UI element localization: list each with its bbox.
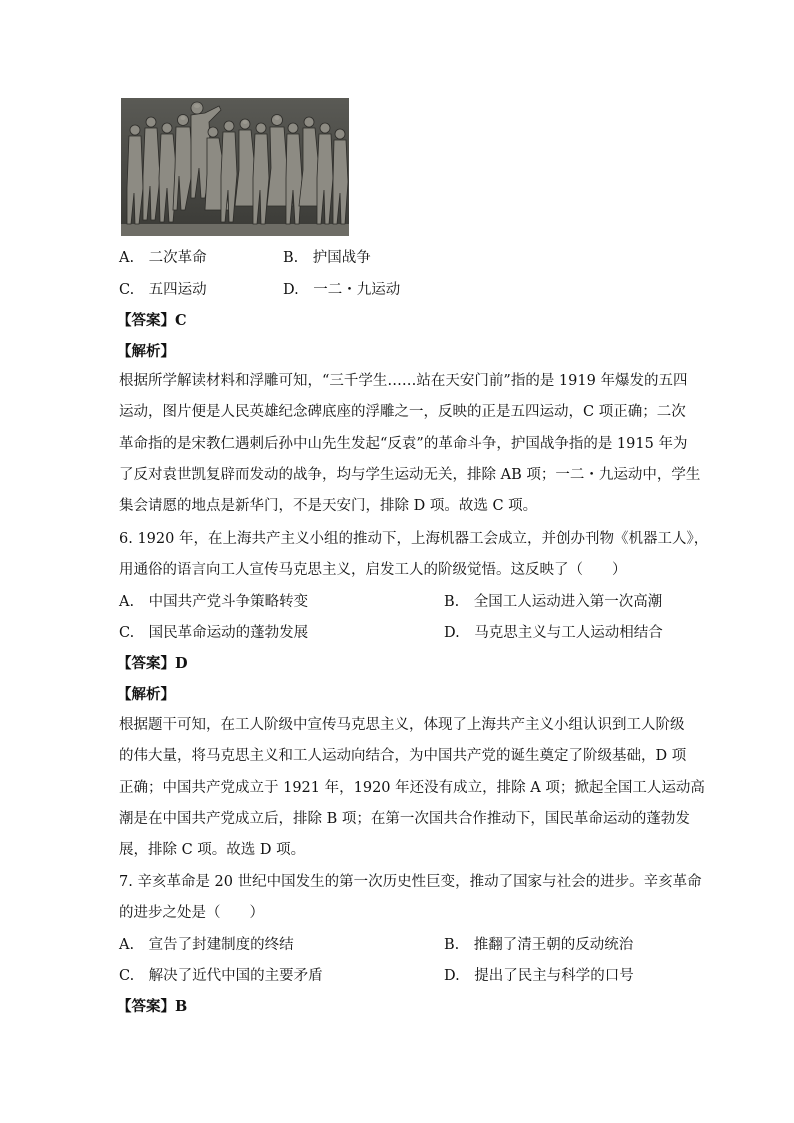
q6-analysis-label: 【解析】 [117, 686, 175, 703]
q5-option-b: B. 护国战争 [283, 250, 371, 266]
q7-option-a: A. 宣告了封建制度的终结 [119, 937, 294, 953]
q6-option-d: D. 马克思主义与工人运动相结合 [444, 625, 663, 641]
q5-analysis-line: 运动，图片便是人民英雄纪念碑底座的浮雕之一，反映的正是五四运动，C 项正确；二次 [119, 404, 686, 421]
q6-stem-line: 6. 1920 年，在上海共产主义小组的推动下，上海机器工会成立，并创办刊物《机器工人》， [119, 531, 709, 547]
q6-answer: 【答案】D [117, 655, 188, 672]
q7-stem-line: 的进步之处是（ ） [119, 905, 264, 922]
q5-analysis-line: 革命指的是宋教仁遇刺后孙中山先生发起“反袁”的革命斗争，护国战争指的是 1915 年为 [119, 435, 688, 452]
may-fourth-relief-image [121, 98, 349, 236]
q7-answer: 【答案】B [117, 998, 188, 1015]
q6-analysis-line: 根据题干可知，在工人阶级中宣传马克思主义，体现了上海共产主义小组认识到工人阶级 [119, 717, 685, 733]
q6-analysis-line: 展，排除 C 项。故选 D 项。 [119, 842, 306, 859]
q7-option-b: B. 推翻了清王朝的反动统治 [444, 937, 634, 953]
q5-analysis-line: 根据所学解读材料和浮雕可知，“三千学生……站在天安门前”指的是 1919 年爆发的五四 [119, 373, 688, 389]
q6-analysis-line: 的伟大量，将马克思主义和工人运动向结合，为中国共产党的诞生奠定了阶级基础，D 项 [119, 748, 687, 765]
q5-answer: 【答案】C [117, 312, 187, 329]
q5-analysis-text [119, 366, 701, 522]
q6-option-a: A. 中国共产党斗争策略转变 [119, 594, 309, 610]
q6-analysis-text [119, 710, 705, 866]
q6-option-c: C. 国民革命运动的蓬勃发展 [119, 625, 309, 641]
q5-analysis-label: 【解析】 [117, 343, 175, 360]
q6-analysis-line: 正确；中国共产党成立于 1921 年，1920 年还没有成立，排除 A 项；掀起全国工人运动高 [119, 779, 705, 796]
q6-stem-line: 用通俗的语言向工人宣传马克思主义，启发工人的阶级觉悟。这反映了（ ） [119, 562, 627, 579]
q7-option-c: C. 解决了近代中国的主要矛盾 [119, 968, 323, 984]
q6-analysis-line: 潮是在中国共产党成立后，排除 B 项；在第一次国共合作推动下，国民革命运动的蓬勃发 [119, 810, 690, 827]
q6-stem [119, 524, 709, 587]
q5-analysis-line: 集会请愿的地点是新华门，不是天安门，排除 D 项。故选 C 项。 [119, 498, 538, 515]
q7-option-d: D. 提出了民主与科学的口号 [444, 968, 634, 984]
q5-option-c: C. 五四运动 [119, 282, 207, 298]
q5-option-d: D. 一二・九运动 [283, 282, 401, 298]
q5-option-a: A. 二次革命 [119, 250, 207, 266]
q7-stem-line: 7. 辛亥革命是 20 世纪中国发生的第一次历史性巨变，推动了国家与社会的进步。辛亥革命 [119, 874, 702, 890]
q7-stem [119, 867, 702, 930]
q5-analysis-line: 了反对袁世凯复辟而发动的战争，均与学生运动无关，排除 AB 项；一二・九运动中，学生 [119, 466, 701, 483]
q6-option-b: B. 全国工人运动进入第一次高潮 [444, 594, 663, 610]
